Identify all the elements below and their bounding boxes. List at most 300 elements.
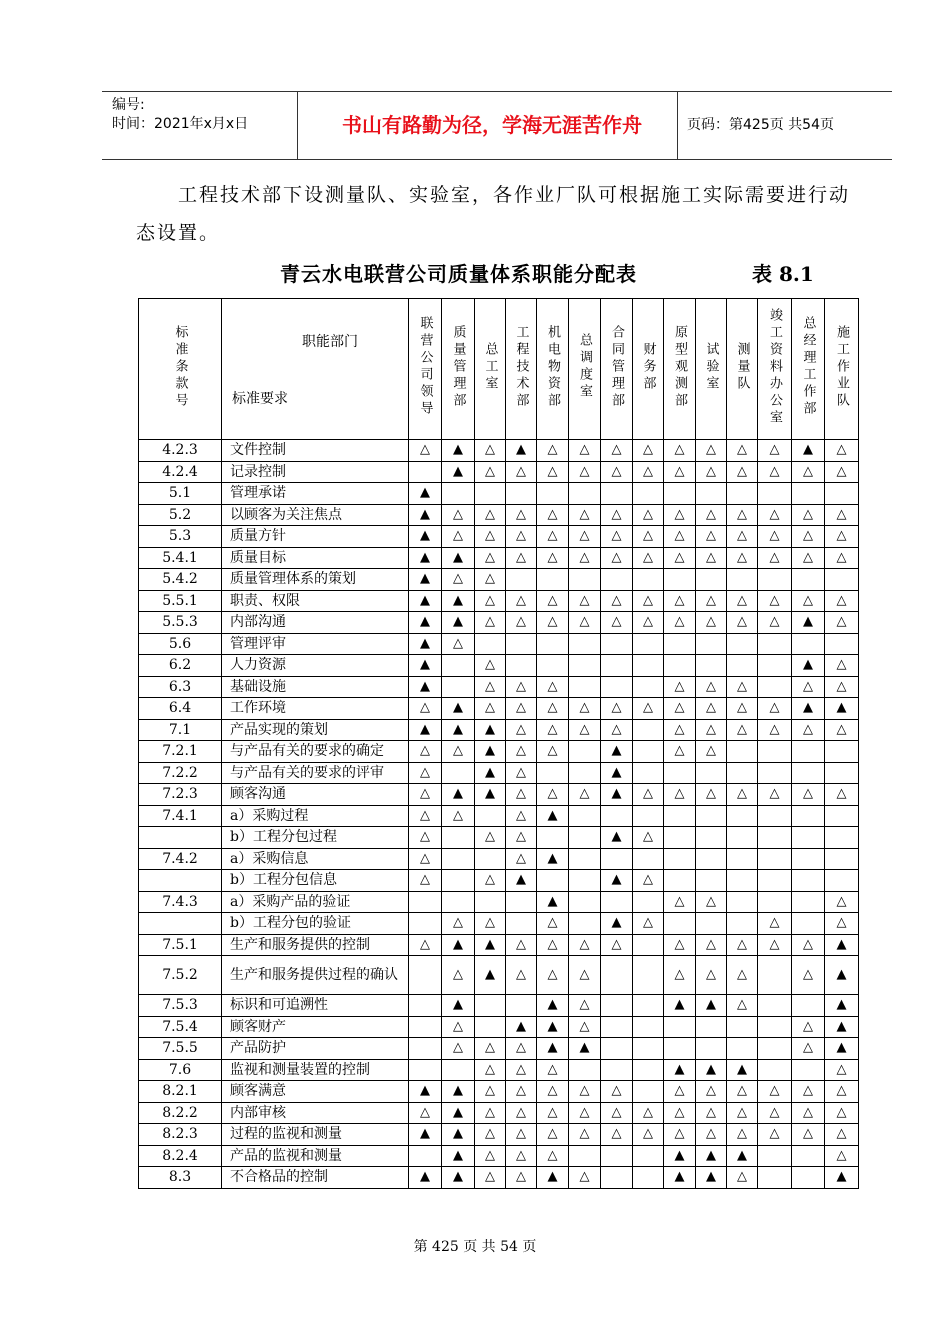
requirement: b）工程分包信息 [222,870,409,892]
clause-number: 7.5.4 [139,1016,222,1038]
clause-number: 7.5.2 [139,956,222,995]
responsibility-mark [569,848,601,870]
responsibility-mark: △ [409,1102,442,1124]
responsibility-mark: △ [537,526,569,548]
responsibility-mark: ▲ [696,1167,727,1189]
responsibility-mark: △ [601,440,633,462]
responsibility-mark: △ [569,1167,601,1189]
responsibility-mark: △ [506,784,537,806]
responsibility-mark [442,848,475,870]
responsibility-mark: △ [792,784,825,806]
responsibility-mark [633,676,664,698]
responsibility-mark [442,762,475,784]
page-footer: 第 425 页 共 54 页 [413,1239,537,1255]
responsibility-mark: △ [506,762,537,784]
responsibility-mark: △ [696,1124,727,1146]
responsibility-mark [696,848,727,870]
responsibility-mark: △ [569,504,601,526]
clause-number: 7.2.1 [139,741,222,763]
dept-header: 总调度室 [569,299,601,440]
responsibility-mark: △ [601,461,633,483]
responsibility-mark: △ [696,461,727,483]
page-header [102,91,892,160]
responsibility-mark: △ [475,676,506,698]
responsibility-mark: △ [758,526,792,548]
clause-number: 8.2.3 [139,1124,222,1146]
responsibility-mark [506,995,537,1017]
table-row [139,805,859,827]
responsibility-mark [727,1038,758,1060]
table-row [139,827,859,849]
responsibility-mark: ▲ [442,1167,475,1189]
responsibility-mark: △ [825,719,859,741]
col-header-clause: 标准条款号 [139,299,222,440]
responsibility-mark: △ [633,870,664,892]
responsibility-mark [506,633,537,655]
clause-number: 7.4.2 [139,848,222,870]
requirement: a）采购信息 [222,848,409,870]
responsibility-mark: ▲ [475,762,506,784]
responsibility-mark [758,569,792,591]
responsibility-mark [758,891,792,913]
clause-number: 8.2.4 [139,1145,222,1167]
responsibility-mark: △ [727,440,758,462]
responsibility-mark: ▲ [696,1145,727,1167]
responsibility-mark: △ [442,913,475,935]
table-row [139,1059,859,1081]
responsibility-mark: △ [569,461,601,483]
responsibility-mark: △ [409,698,442,720]
responsibility-mark [409,995,442,1017]
responsibility-mark [727,848,758,870]
responsibility-mark: △ [569,956,601,995]
clause-number [139,827,222,849]
responsibility-mark [825,870,859,892]
responsibility-mark: △ [664,698,696,720]
responsibility-mark: △ [475,698,506,720]
responsibility-mark: ▲ [792,440,825,462]
clause-number: 7.5.1 [139,934,222,956]
responsibility-mark: △ [696,741,727,763]
dept-header: 合同管理部 [601,299,633,440]
responsibility-mark: △ [569,995,601,1017]
responsibility-mark: △ [633,440,664,462]
responsibility-mark: ▲ [825,995,859,1017]
header-divider [297,92,298,159]
responsibility-mark: ▲ [475,934,506,956]
responsibility-mark [569,891,601,913]
clause-number: 7.1 [139,719,222,741]
table-row [139,870,859,892]
responsibility-mark: ▲ [409,547,442,569]
responsibility-mark: △ [664,526,696,548]
responsibility-mark: △ [758,1124,792,1146]
responsibility-mark: △ [696,440,727,462]
clause-number: 6.4 [139,698,222,720]
table-row [139,891,859,913]
responsibility-mark: △ [792,719,825,741]
responsibility-mark [727,870,758,892]
requirement: a）采购过程 [222,805,409,827]
responsibility-mark [409,1038,442,1060]
responsibility-mark: △ [442,741,475,763]
responsibility-mark [633,762,664,784]
responsibility-mark: ▲ [506,870,537,892]
responsibility-mark: △ [633,784,664,806]
table-row [139,547,859,569]
responsibility-mark [633,483,664,505]
responsibility-mark: △ [758,440,792,462]
responsibility-mark: △ [727,719,758,741]
responsibility-mark: ▲ [537,891,569,913]
responsibility-mark: △ [825,440,859,462]
table-row [139,440,859,462]
dept-header: 机电物资部 [537,299,569,440]
responsibility-mark [475,805,506,827]
table-row [139,1124,859,1146]
responsibility-mark: △ [664,461,696,483]
clause-number: 8.2.1 [139,1081,222,1103]
responsibility-mark: △ [664,891,696,913]
responsibility-mark [569,741,601,763]
responsibility-mark: △ [727,461,758,483]
responsibility-mark: ▲ [409,590,442,612]
responsibility-mark: △ [442,633,475,655]
clause-number: 7.5.3 [139,995,222,1017]
requirement: 标识和可追溯性 [222,995,409,1017]
responsibility-mark [633,995,664,1017]
responsibility-mark: △ [409,440,442,462]
clause-number: 5.3 [139,526,222,548]
responsibility-mark: △ [825,590,859,612]
responsibility-mark: △ [825,1124,859,1146]
responsibility-mark [758,870,792,892]
requirement: 顾客沟通 [222,784,409,806]
responsibility-mark [633,1059,664,1081]
clause-number: 5.4.1 [139,547,222,569]
table-row [139,569,859,591]
responsibility-mark: △ [696,1081,727,1103]
table-row [139,762,859,784]
responsibility-mark: △ [506,1124,537,1146]
responsibility-mark [569,483,601,505]
responsibility-mark: △ [633,590,664,612]
requirement: 产品实现的策划 [222,719,409,741]
table-row [139,913,859,935]
table-row [139,956,859,995]
table-row [139,633,859,655]
responsibility-mark [569,633,601,655]
requirement: 与产品有关的要求的评审 [222,762,409,784]
responsibility-mark: △ [758,547,792,569]
responsibility-mark: △ [409,762,442,784]
responsibility-mark [825,569,859,591]
clause-number: 7.4.3 [139,891,222,913]
responsibility-mark: △ [475,526,506,548]
responsibility-mark [569,1059,601,1081]
col-header-diagonal [222,299,409,440]
responsibility-mark: △ [537,1081,569,1103]
responsibility-mark: ▲ [601,762,633,784]
responsibility-mark [825,827,859,849]
requirement: 质量方针 [222,526,409,548]
responsibility-mark: △ [475,913,506,935]
responsibility-mark: ▲ [601,870,633,892]
requirement: 管理承诺 [222,483,409,505]
responsibility-mark: ▲ [601,827,633,849]
responsibility-mark [633,741,664,763]
responsibility-mark: △ [727,526,758,548]
responsibility-mark: △ [601,612,633,634]
responsibility-mark: △ [475,1081,506,1103]
responsibility-mark [633,805,664,827]
responsibility-mark: ▲ [601,784,633,806]
responsibility-mark [537,569,569,591]
responsibility-mark: △ [727,590,758,612]
responsibility-mark [664,483,696,505]
responsibility-mark: △ [825,612,859,634]
responsibility-mark [601,633,633,655]
responsibility-mark: △ [727,547,758,569]
responsibility-mark: △ [792,590,825,612]
responsibility-mark: △ [569,934,601,956]
responsibility-mark: ▲ [601,913,633,935]
responsibility-mark [506,913,537,935]
responsibility-mark [601,1038,633,1060]
responsibility-mark: △ [475,1145,506,1167]
responsibility-mark: ▲ [442,590,475,612]
requirement: 管理评审 [222,633,409,655]
responsibility-mark [601,1059,633,1081]
responsibility-mark [758,1145,792,1167]
requirement: 记录控制 [222,461,409,483]
responsibility-mark: ▲ [537,995,569,1017]
time-label: 时间：2021年x月x日 [112,116,249,132]
clause-number: 8.2.2 [139,1102,222,1124]
responsibility-mark: △ [506,827,537,849]
requirement: 生产和服务提供的控制 [222,934,409,956]
responsibility-mark [727,805,758,827]
responsibility-mark [601,1167,633,1189]
responsibility-mark [727,741,758,763]
responsibility-mark [569,762,601,784]
responsibility-mark: ▲ [475,784,506,806]
responsibility-mark: ▲ [442,440,475,462]
responsibility-mark [537,762,569,784]
responsibility-mark: △ [569,590,601,612]
dept-header: 财务部 [633,299,664,440]
responsibility-mark: △ [633,913,664,935]
responsibility-mark [727,569,758,591]
table-row [139,698,859,720]
responsibility-mark: △ [601,504,633,526]
responsibility-mark [409,1145,442,1167]
responsibility-mark: △ [537,784,569,806]
responsibility-mark: ▲ [409,526,442,548]
responsibility-mark [664,870,696,892]
responsibility-mark: ▲ [409,1081,442,1103]
responsibility-mark [633,934,664,956]
responsibility-mark: △ [633,504,664,526]
responsibility-mark: △ [537,934,569,956]
table-row [139,461,859,483]
responsibility-mark: △ [792,1081,825,1103]
responsibility-mark: ▲ [664,1059,696,1081]
requirement: 产品的监视和测量 [222,1145,409,1167]
responsibility-mark: △ [506,612,537,634]
responsibility-mark [758,762,792,784]
responsibility-mark: △ [696,676,727,698]
responsibility-mark [475,483,506,505]
responsibility-mark: ▲ [409,569,442,591]
responsibility-mark: ▲ [537,848,569,870]
responsibility-mark: △ [475,1102,506,1124]
responsibility-mark [792,483,825,505]
responsibility-mark: △ [442,526,475,548]
responsibility-mark: △ [792,1038,825,1060]
responsibility-mark: △ [792,934,825,956]
responsibility-mark: △ [506,741,537,763]
responsibility-mark [601,995,633,1017]
responsibility-mark [506,569,537,591]
responsibility-mark: △ [601,547,633,569]
responsibility-mark [569,1145,601,1167]
responsibility-mark: △ [442,569,475,591]
responsibility-mark: ▲ [475,741,506,763]
responsibility-mark: △ [506,934,537,956]
responsibility-mark: △ [792,1016,825,1038]
clause-number: 7.2.2 [139,762,222,784]
responsibility-mark: ▲ [409,655,442,677]
responsibility-mark [825,805,859,827]
responsibility-mark: △ [825,784,859,806]
responsibility-mark: △ [727,698,758,720]
responsibility-mark [633,1145,664,1167]
code-label: 编号: [112,97,145,113]
responsibility-mark: △ [601,1102,633,1124]
responsibility-mark [825,762,859,784]
dept-header: 质量管理部 [442,299,475,440]
responsibility-mark: △ [633,1124,664,1146]
requirement: 内部沟通 [222,612,409,634]
dept-header: 测量队 [727,299,758,440]
responsibility-mark: △ [696,612,727,634]
responsibility-mark [664,569,696,591]
responsibility-mark: △ [696,547,727,569]
responsibility-mark: △ [537,504,569,526]
responsibility-mark [792,891,825,913]
responsibility-mark: △ [537,547,569,569]
responsibility-mark: △ [664,956,696,995]
requirement: 基础设施 [222,676,409,698]
responsibility-mark: △ [727,1081,758,1103]
responsibility-mark [758,1059,792,1081]
table-row [139,483,859,505]
responsibility-mark: △ [727,1102,758,1124]
responsibility-mark: △ [537,590,569,612]
clause-number: 6.2 [139,655,222,677]
responsibility-mark: ▲ [601,741,633,763]
responsibility-mark [758,676,792,698]
table-row [139,1016,859,1038]
responsibility-mark: △ [696,504,727,526]
responsibility-mark: △ [601,526,633,548]
requirement: 顾客满意 [222,1081,409,1103]
responsibility-mark: △ [475,590,506,612]
responsibility-mark [442,827,475,849]
requirement: 质量目标 [222,547,409,569]
responsibility-mark: △ [475,461,506,483]
requirement: 人力资源 [222,655,409,677]
responsibility-mark: △ [758,1102,792,1124]
responsibility-mark [569,827,601,849]
responsibility-mark: △ [409,848,442,870]
responsibility-mark: ▲ [442,934,475,956]
responsibility-mark: △ [506,1081,537,1103]
responsibility-mark: △ [758,934,792,956]
responsibility-mark: △ [506,719,537,741]
table-row [139,741,859,763]
responsibility-mark [506,483,537,505]
responsibility-mark [792,913,825,935]
clause-number: 5.4.2 [139,569,222,591]
clause-number [139,913,222,935]
responsibility-mark [633,1016,664,1038]
requirement: 内部审核 [222,1102,409,1124]
responsibility-mark [569,805,601,827]
responsibility-mark [758,741,792,763]
responsibility-mark: △ [475,504,506,526]
responsibility-mark: △ [664,1081,696,1103]
responsibility-mark: △ [758,612,792,634]
header-slogan: 书山有路勤为径，学海无涯苦作舟 [342,113,642,137]
responsibility-mark [758,827,792,849]
table-row [139,504,859,526]
table-number: 表 8.1 [752,262,814,286]
responsibility-mark: △ [409,741,442,763]
responsibility-mark: △ [758,461,792,483]
function-table [138,298,859,1189]
responsibility-mark [758,848,792,870]
clause-number: 5.1 [139,483,222,505]
responsibility-mark [442,1059,475,1081]
responsibility-mark: △ [792,547,825,569]
responsibility-mark: ▲ [825,1016,859,1038]
responsibility-mark [601,848,633,870]
responsibility-mark: △ [475,827,506,849]
table-row [139,612,859,634]
responsibility-mark [696,762,727,784]
dept-header: 原型观测部 [664,299,696,440]
responsibility-mark: ▲ [409,719,442,741]
responsibility-mark: ▲ [409,633,442,655]
responsibility-mark: △ [825,913,859,935]
responsibility-mark [696,483,727,505]
responsibility-mark [409,913,442,935]
responsibility-mark [792,762,825,784]
responsibility-mark: ▲ [442,461,475,483]
responsibility-mark: ▲ [409,612,442,634]
responsibility-mark [696,913,727,935]
requirement: b）工程分包过程 [222,827,409,849]
responsibility-mark: ▲ [664,1167,696,1189]
responsibility-mark: ▲ [537,1167,569,1189]
responsibility-mark [727,483,758,505]
table-row [139,784,859,806]
responsibility-mark: △ [727,995,758,1017]
responsibility-mark: ▲ [792,698,825,720]
responsibility-mark: △ [569,1102,601,1124]
